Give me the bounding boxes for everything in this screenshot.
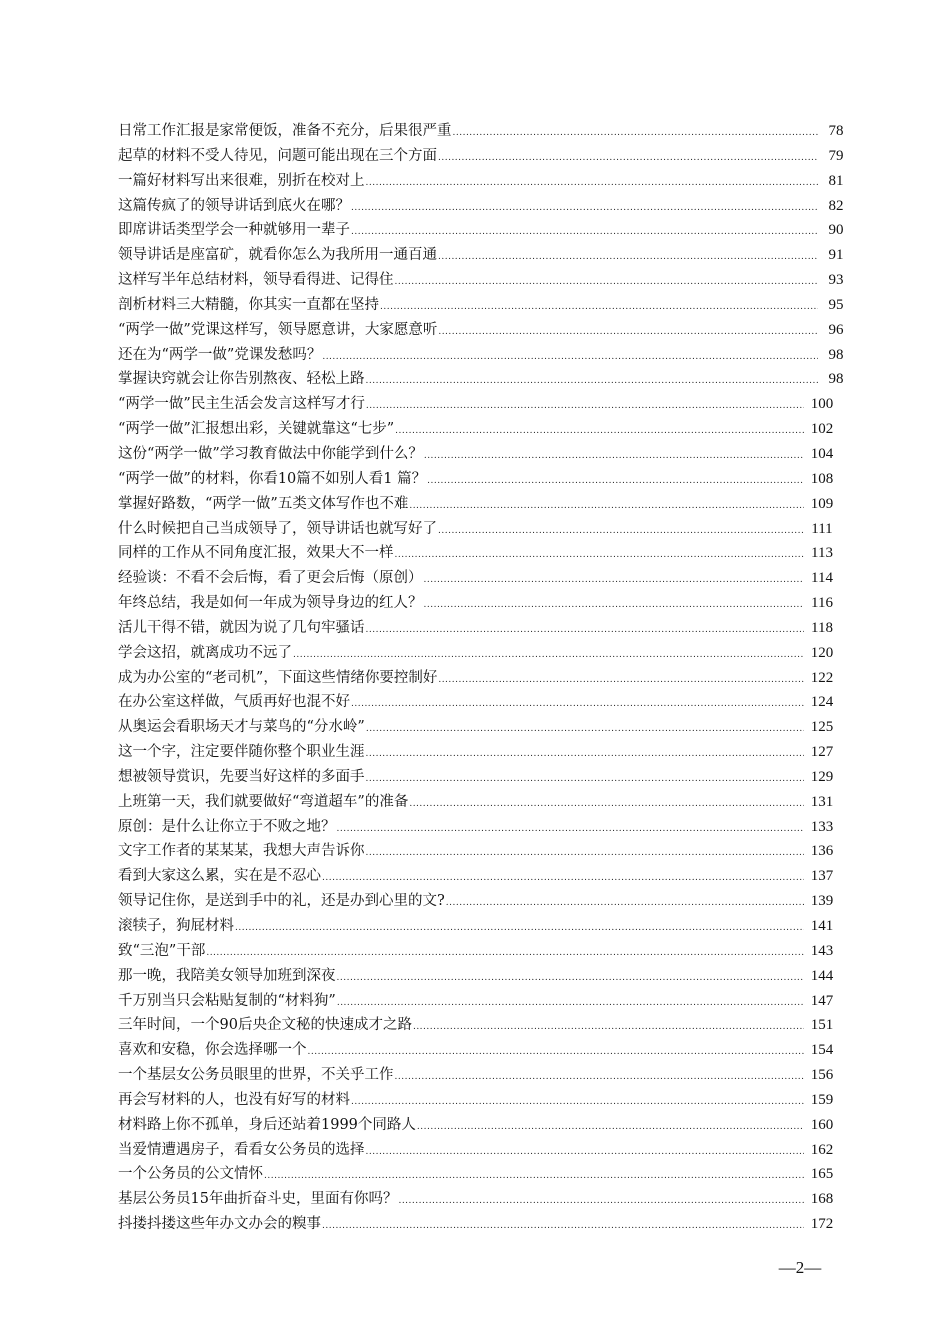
- toc-entry-title: 这篇传疯了的领导讲话到底火在哪？: [118, 197, 350, 214]
- toc-dot-leader: [366, 742, 805, 767]
- toc-dot-leader: [438, 320, 818, 345]
- toc-entry-page: 133: [810, 818, 834, 835]
- toc-dot-leader: [337, 966, 805, 991]
- toc-entry-title: “两学一做”汇报想出彩，关键就靠这“七步”: [118, 421, 395, 438]
- toc-dot-leader: [351, 220, 818, 245]
- toc-entry-title: 从奥运会看职场天才与菜鸟的“分水岭”: [118, 719, 365, 736]
- toc-entry: [118, 293, 850, 318]
- toc-entry: [118, 765, 850, 790]
- toc-entry-page: 122: [810, 669, 834, 686]
- toc-entry: [118, 1013, 850, 1038]
- toc-entry-page: 109: [810, 495, 834, 512]
- toc-dot-leader: [366, 717, 804, 742]
- toc-entry-page: 98: [828, 371, 844, 388]
- toc-dot-leader: [446, 891, 804, 916]
- toc-entry: [118, 517, 850, 542]
- toc-entry-title: 经验谈：不看不会后悔，看了更会后悔（原创）: [118, 570, 423, 587]
- toc-entry-page: 147: [810, 992, 834, 1009]
- toc-entry: [118, 989, 850, 1014]
- toc-entry: [118, 541, 850, 566]
- toc-entry: [118, 417, 850, 442]
- toc-entry: [118, 1063, 850, 1088]
- toc-entry-title: 致“三泡”干部: [118, 942, 206, 959]
- toc-entry-title: 一个基层女公务员眼里的世界，不关乎工作: [118, 1067, 394, 1084]
- toc-entry: [118, 392, 850, 417]
- toc-dot-leader: [322, 1214, 804, 1239]
- toc-entry-title: 领导讲话是座富矿，就看你怎么为我所用一通百通: [118, 247, 437, 264]
- toc-entry: [118, 690, 850, 715]
- toc-entry-title: 什么时候把自己当成领导了，领导讲话也就写好了: [118, 520, 437, 537]
- toc-entry-page: 165: [810, 1166, 834, 1183]
- toc-entry-page: 172: [810, 1216, 834, 1233]
- toc-entry-title: 那一晚，我陪美女领导加班到深夜: [118, 967, 336, 984]
- toc-entry-page: 141: [810, 918, 834, 934]
- toc-entry-page: 81: [828, 172, 844, 189]
- toc-entry-page: 95: [828, 296, 844, 313]
- toc-entry-title: 掌握好路数，“两学一做”五类文体写作也不难: [118, 495, 409, 512]
- toc-entry-page: 111: [811, 520, 833, 537]
- toc-dot-leader: [366, 767, 805, 792]
- toc-entry-title: 领导记住你，是送到手中的礼，还是办到心里的文?: [118, 893, 445, 910]
- toc-entry: [118, 1088, 850, 1113]
- toc-entry: [118, 243, 850, 268]
- toc-dot-leader: [366, 171, 819, 196]
- toc-dot-leader: [366, 394, 804, 419]
- toc-dot-leader: [395, 270, 819, 295]
- table-of-contents: [118, 119, 850, 1237]
- toc-entry: [118, 218, 850, 243]
- toc-entry-page: 102: [810, 421, 834, 438]
- toc-entry: [118, 442, 850, 467]
- page-number: —2—: [778, 1258, 822, 1277]
- toc-entry: [118, 591, 850, 616]
- toc-entry-page: 104: [810, 445, 834, 462]
- toc-dot-leader: [395, 543, 805, 568]
- toc-dot-leader: [413, 1015, 804, 1040]
- toc-entry: [118, 492, 850, 517]
- toc-entry-page: 91: [828, 247, 844, 264]
- toc-entry-title: 材料路上你不孤单，身后还站着1999个同路人: [118, 1116, 416, 1133]
- toc-dot-leader: [366, 618, 805, 643]
- toc-entry-page: 120: [810, 644, 834, 661]
- toc-entry-title: 这样写半年总结材料，领导看得进、记得住: [118, 272, 394, 289]
- toc-entry-page: 154: [810, 1042, 834, 1059]
- toc-entry-page: 124: [810, 694, 834, 711]
- toc-entry-title: 日常工作汇报是家常便饭，准备不充分，后果很严重: [118, 123, 452, 139]
- toc-entry: [118, 566, 850, 591]
- toc-entry: [118, 815, 850, 840]
- toc-entry-title: 一个公务员的公文情怀: [118, 1166, 263, 1183]
- toc-entry-title: “两学一做”民主生活会发言这样写才行: [118, 396, 365, 413]
- toc-dot-leader: [409, 792, 804, 817]
- toc-entry: [118, 839, 850, 864]
- toc-entry-title: 掌握诀窍就会让你告别熬夜、轻松上路: [118, 371, 365, 388]
- toc-entry-page: 162: [810, 1141, 834, 1158]
- toc-entry: [118, 964, 850, 989]
- toc-entry-title: 文字工作者的某某某，我想大声告诉你: [118, 843, 365, 860]
- toc-entry-title: 原创：是什么让你立于不败之地？: [118, 818, 336, 835]
- toc-entry-title: 成为办公室的“老司机”，下面这些情绪你要控制好: [118, 669, 438, 686]
- toc-entry-page: 139: [810, 893, 834, 910]
- toc-dot-leader: [380, 295, 818, 320]
- toc-entry: [118, 169, 850, 194]
- toc-entry-page: 129: [810, 768, 834, 785]
- toc-entry-page: 168: [810, 1191, 834, 1208]
- toc-entry-title: 在办公室这样做，气质再好也混不好: [118, 694, 350, 711]
- toc-entry: [118, 616, 850, 641]
- toc-entry-page: 144: [810, 967, 834, 984]
- toc-entry: [118, 715, 850, 740]
- toc-entry-page: 90: [828, 222, 844, 239]
- toc-dot-leader: [438, 146, 818, 171]
- toc-entry: [118, 864, 850, 889]
- toc-entry-title: 当爱情遭遇房子，看看女公务员的选择: [118, 1141, 365, 1158]
- toc-entry-title: “两学一做”党课这样写，领导愿意讲，大家愿意听: [118, 321, 438, 338]
- toc-entry-page: 159: [810, 1091, 834, 1108]
- toc-entry-title: 抖搂抖搂这些年办文办会的糗事: [118, 1216, 321, 1233]
- toc-entry: [118, 268, 850, 293]
- toc-entry-title: 一篇好材料写出来很难，别折在校对上: [118, 172, 365, 189]
- toc-entry-title: 再会写材料的人，也没有好写的材料: [118, 1091, 350, 1108]
- toc-dot-leader: [438, 519, 804, 544]
- toc-entry-page: 137: [810, 868, 834, 885]
- toc-dot-leader: [206, 941, 804, 966]
- toc-dot-leader: [293, 643, 804, 668]
- toc-entry-title: 看到大家这么累，实在是不忍心: [118, 868, 321, 885]
- toc-entry-page: 98: [828, 346, 844, 363]
- toc-entry: [118, 914, 850, 939]
- toc-entry-title: 滚犊子，狗屁材料: [118, 918, 234, 934]
- toc-entry-title: 喜欢和安稳，你会选择哪一个: [118, 1042, 307, 1059]
- toc-entry-page: 96: [828, 321, 844, 338]
- toc-dot-leader: [308, 1040, 805, 1065]
- toc-entry-title: 还在为“两学一做”党课发愁吗？: [118, 346, 322, 363]
- toc-dot-leader: [337, 991, 804, 1016]
- toc-entry-title: 基层公务员15年曲折奋斗史，里面有你吗？: [118, 1191, 398, 1208]
- toc-dot-leader: [424, 444, 804, 469]
- toc-dot-leader: [395, 419, 804, 444]
- toc-dot-leader: [351, 196, 818, 221]
- toc-entry-page: 108: [810, 470, 834, 487]
- toc-dot-leader: [409, 494, 804, 519]
- toc-entry-title: 活儿干得不错，就因为说了几句牢骚话: [118, 619, 365, 636]
- toc-dot-leader: [438, 668, 804, 693]
- toc-entry: [118, 194, 850, 219]
- toc-entry-title: 上班第一天，我们就要做好“弯道超车”的准备: [118, 793, 409, 810]
- toc-dot-leader: [351, 1090, 804, 1115]
- toc-dot-leader: [337, 817, 805, 842]
- toc-dot-leader: [322, 345, 818, 370]
- toc-entry-title: “两学一做”的材料，你看10篇不如别人看1 篇？: [118, 470, 427, 487]
- toc-entry: [118, 343, 850, 368]
- toc-entry-title: 这一个字，注定要伴随你整个职业生涯: [118, 744, 365, 761]
- toc-dot-leader: [424, 568, 805, 593]
- toc-entry-title: 年终总结，我是如何一年成为领导身边的红人？: [118, 595, 423, 612]
- toc-dot-leader: [438, 245, 818, 270]
- toc-entry-page: 151: [810, 1017, 834, 1034]
- toc-entry-page: 131: [810, 793, 834, 810]
- toc-dot-leader: [351, 692, 804, 717]
- toc-dot-leader: [417, 1115, 804, 1140]
- toc-entry-page: 78: [828, 123, 844, 139]
- toc-entry-page: 116: [811, 595, 833, 612]
- toc-entry: [118, 119, 850, 144]
- toc-dot-leader: [264, 1164, 804, 1189]
- toc-entry-title: 想被领导赏识，先要当好这样的多面手: [118, 768, 365, 785]
- toc-entry-page: 113: [811, 545, 833, 562]
- toc-dot-leader: [395, 1065, 805, 1090]
- toc-entry-title: 剖析材料三大精髓，你其实一直都在坚持: [118, 296, 379, 313]
- toc-entry-page: 136: [810, 843, 834, 860]
- toc-dot-leader: [322, 866, 804, 891]
- toc-entry: [118, 467, 850, 492]
- toc-entry-page: 114: [811, 570, 833, 587]
- toc-entry-page: 125: [810, 719, 834, 736]
- toc-entry-title: 千万别当只会粘贴复制的“材料狗”: [118, 992, 336, 1009]
- toc-entry: [118, 666, 850, 691]
- toc-entry-title: 这份“两学一做”学习教育做法中你能学到什么？: [118, 445, 423, 462]
- toc-dot-leader: [366, 369, 819, 394]
- toc-entry: [118, 1113, 850, 1138]
- toc-entry: [118, 889, 850, 914]
- toc-entry-page: 156: [810, 1067, 834, 1084]
- toc-dot-leader: [366, 841, 805, 866]
- toc-dot-leader: [453, 121, 819, 146]
- toc-dot-leader: [424, 593, 805, 618]
- toc-entry: [118, 318, 850, 343]
- toc-entry: [118, 1187, 850, 1212]
- toc-entry-title: 学会这招，就离成功不远了: [118, 644, 292, 661]
- toc-entry: [118, 1138, 850, 1163]
- toc-dot-leader: [398, 1189, 804, 1214]
- toc-entry-page: 100: [810, 396, 834, 413]
- toc-entry-page: 143: [810, 942, 834, 959]
- toc-dot-leader: [235, 916, 804, 941]
- toc-entry-title: 同样的工作从不同角度汇报，效果大不一样: [118, 545, 394, 562]
- toc-entry: [118, 1038, 850, 1063]
- toc-entry: [118, 144, 850, 169]
- toc-dot-leader: [427, 469, 804, 494]
- toc-entry: [118, 367, 850, 392]
- toc-entry-page: 127: [810, 744, 834, 761]
- toc-entry-title: 三年时间，一个90后央企文秘的快速成才之路: [118, 1017, 412, 1034]
- toc-entry-title: 起草的材料不受人待见，问题可能出现在三个方面: [118, 147, 437, 164]
- toc-entry: [118, 939, 850, 964]
- toc-entry-page: 160: [810, 1116, 834, 1133]
- toc-entry: [118, 1162, 850, 1187]
- toc-entry: [118, 641, 850, 666]
- toc-entry-page: 82: [828, 197, 844, 214]
- toc-entry: [118, 740, 850, 765]
- toc-entry-page: 118: [811, 619, 833, 636]
- toc-dot-leader: [366, 1140, 805, 1165]
- toc-entry: [118, 790, 850, 815]
- toc-entry-page: 79: [828, 147, 844, 164]
- toc-entry-page: 93: [828, 272, 844, 289]
- toc-entry-title: 即席讲话类型学会一种就够用一辈子: [118, 222, 350, 239]
- toc-entry: [118, 1212, 850, 1237]
